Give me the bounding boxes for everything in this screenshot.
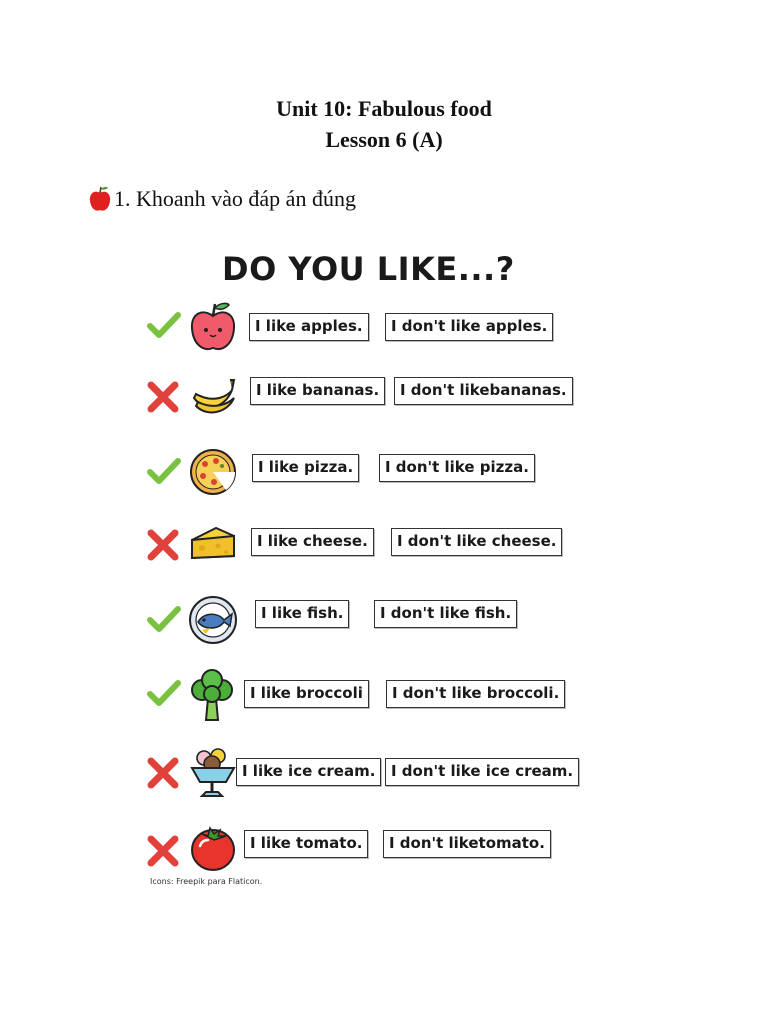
apple-icon — [188, 300, 238, 354]
like-answer-box[interactable]: I like cheese. — [251, 528, 374, 556]
list-item — [0, 666, 768, 726]
pizza-icon — [188, 446, 238, 498]
instruction-text: 1. Khoanh vào đáp án đúng — [114, 186, 356, 211]
cross-icon — [146, 528, 180, 562]
fish-icon — [188, 594, 238, 646]
list-item — [0, 364, 768, 424]
check-icon — [146, 310, 182, 340]
like-answer-box[interactable]: I like pizza. — [252, 454, 359, 482]
cross-icon — [146, 380, 180, 414]
check-icon — [146, 604, 182, 634]
like-answer-box[interactable]: I like broccoli — [244, 680, 369, 708]
instruction — [88, 184, 356, 214]
like-answer-box[interactable]: I like fish. — [255, 600, 349, 628]
dislike-answer-box[interactable]: I don't like ice cream. — [385, 758, 579, 786]
dislike-answer-box[interactable]: I don't liketomato. — [383, 830, 551, 858]
cross-icon — [146, 834, 180, 868]
like-answer-box[interactable]: I like tomato. — [244, 830, 368, 858]
worksheet-heading: DO YOU LIKE...? — [222, 250, 515, 288]
dislike-answer-box[interactable]: I don't like fish. — [374, 600, 517, 628]
dislike-answer-box[interactable]: I don't likebananas. — [394, 377, 573, 405]
like-answer-box[interactable]: I like apples. — [249, 313, 369, 341]
like-answer-box[interactable]: I like bananas. — [250, 377, 385, 405]
cheese-icon — [188, 522, 238, 566]
list-item — [0, 442, 768, 502]
banana-icon — [188, 368, 238, 418]
cross-icon — [146, 756, 180, 790]
list-item — [0, 514, 768, 574]
list-item — [0, 298, 768, 358]
lesson-title: Lesson 6 (A) — [325, 127, 443, 152]
dislike-answer-box[interactable]: I don't like apples. — [385, 313, 553, 341]
apple-icon — [88, 185, 112, 213]
like-answer-box[interactable]: I like ice cream. — [236, 758, 381, 786]
dislike-answer-box[interactable]: I don't like broccoli. — [386, 680, 565, 708]
check-icon — [146, 678, 182, 708]
check-icon — [146, 456, 182, 486]
list-item — [0, 590, 768, 650]
dislike-answer-box[interactable]: I don't like pizza. — [379, 454, 535, 482]
dislike-answer-box[interactable]: I don't like cheese. — [391, 528, 562, 556]
broccoli-icon — [188, 668, 238, 724]
list-item — [0, 818, 768, 878]
page-title: Unit 10: Fabulous food — [276, 96, 492, 121]
icon-credit: Icons: Freepik para Flaticon. — [150, 877, 263, 886]
tomato-icon — [188, 820, 238, 874]
ice-cream-icon — [188, 744, 238, 800]
list-item — [0, 742, 768, 802]
